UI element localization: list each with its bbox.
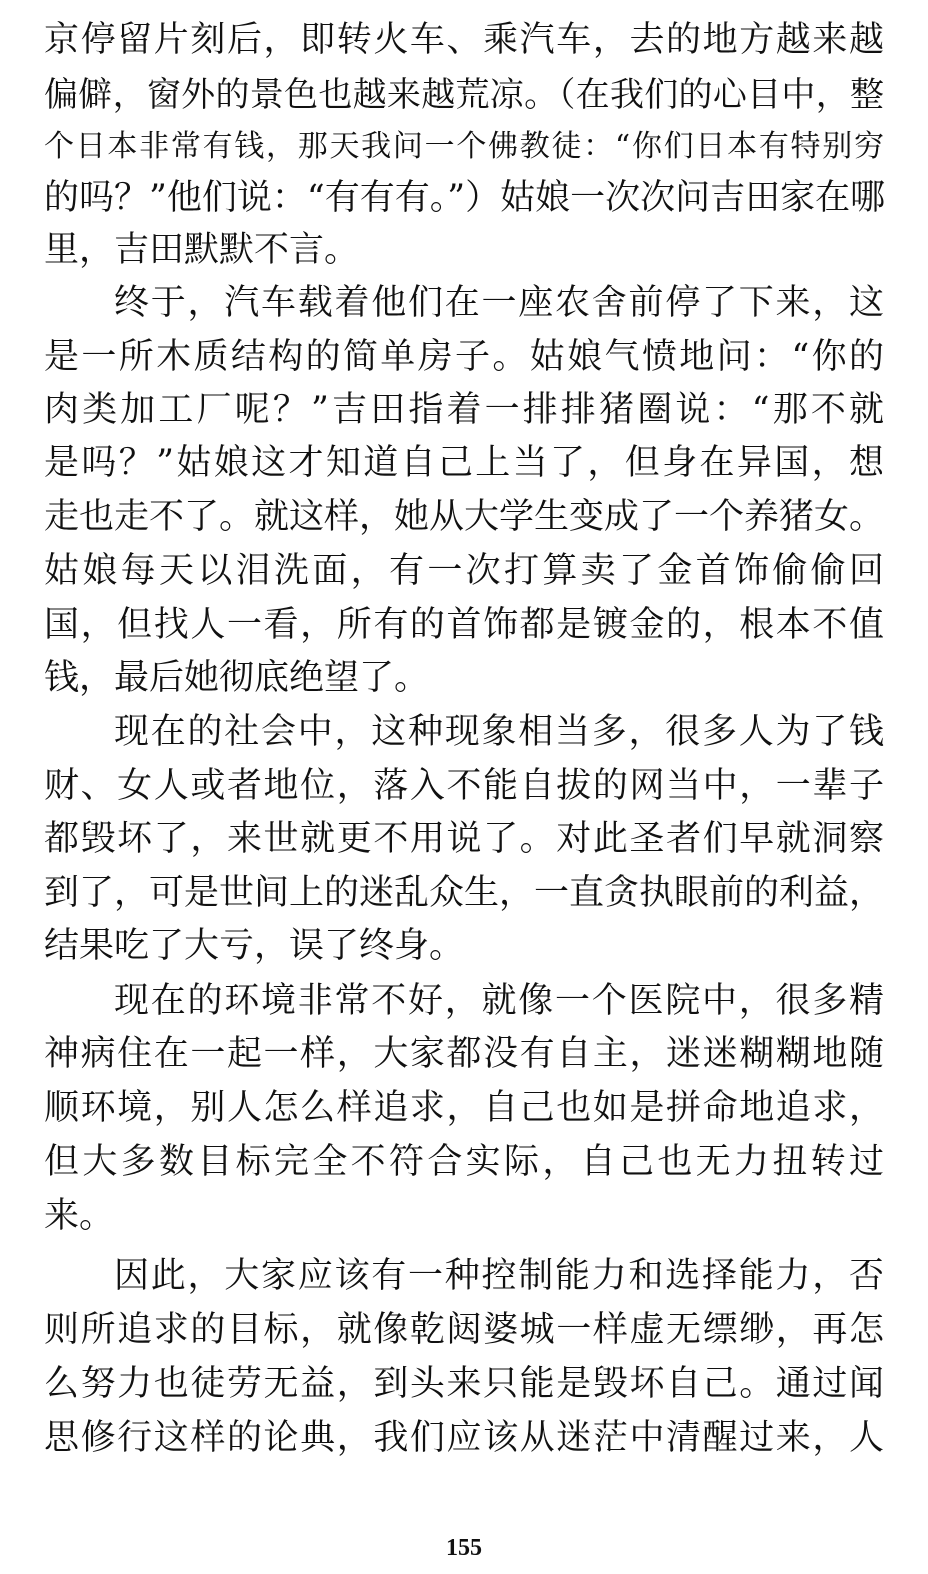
text-line: 到了，可是世间上的迷乱众生，一直贪执眼前的利益， (44, 873, 885, 913)
text-line: 国，但找人一看，所有的首饰都是镀金的，根本不值 (44, 605, 884, 645)
text-line: 现在的环境非常不好，就像一个医院中，很多精 (114, 981, 884, 1021)
text-line: 么努力也徒劳无益，到头来只能是毁坏自己。通过闻 (44, 1364, 884, 1404)
text-line: 顺环境，别人怎么样追求，自己也如是拼命地追求， (44, 1088, 884, 1128)
text-line: 肉类加工厂呢？”吉田指着一排排猪圈说：“那不就 (44, 390, 884, 430)
text-line: 的吗？”他们说：“有有有。”）姑娘一次次问吉田家在哪 (44, 178, 886, 218)
text-line: 偏僻，窗外的景色也越来越荒凉。（在我们的心目中，整 (44, 75, 884, 115)
text-line: 是一所木质结构的简单房子。姑娘气愤地问：“你的 (44, 337, 884, 377)
text-line: 结果吃了大亏，误了终身。 (44, 926, 465, 966)
text-line: 走也走不了。就这样，她从大学生变成了一个养猪女。 (44, 497, 885, 537)
text-line: 都毁坏了，来世就更不用说了。对此圣者们早就洞察 (44, 819, 884, 859)
text-line: 但大多数目标完全不符合实际，自己也无力扭转过 (44, 1142, 884, 1182)
text-line: 则所追求的目标，就像乾闼婆城一样虚无缥缈，再怎 (44, 1310, 884, 1350)
text-line: 个日本非常有钱，那天我问一个佛教徒：“你们日本有特别穷 (44, 129, 884, 164)
text-line: 里，吉田默默不言。 (44, 230, 360, 270)
text-line: 姑娘每天以泪洗面，有一次打算卖了金首饰偷偷回 (44, 551, 884, 591)
text-line: 财、女人或者地位，落入不能自拔的网当中，一辈子 (44, 766, 884, 806)
text-line: 京停留片刻后，即转火车、乘汽车，去的地方越来越 (44, 20, 884, 60)
text-line: 终于，汽车载着他们在一座农舍前停了下来，这 (114, 283, 884, 323)
text-line: 现在的社会中，这种现象相当多，很多人为了钱 (114, 712, 884, 752)
text-line: 因此，大家应该有一种控制能力和选择能力，否 (114, 1256, 884, 1296)
text-line: 思修行这样的论典，我们应该从迷茫中清醒过来，人 (44, 1418, 884, 1458)
text-line: 神病住在一起一样，大家都没有自主，迷迷糊糊地随 (44, 1034, 884, 1074)
page-number: 155 (446, 1535, 482, 1561)
text-line: 是吗？”姑娘这才知道自己上当了，但身在异国，想 (44, 443, 884, 483)
text-line: 钱，最后她彻底绝望了。 (44, 658, 430, 698)
text-line: 来。 (44, 1196, 115, 1236)
